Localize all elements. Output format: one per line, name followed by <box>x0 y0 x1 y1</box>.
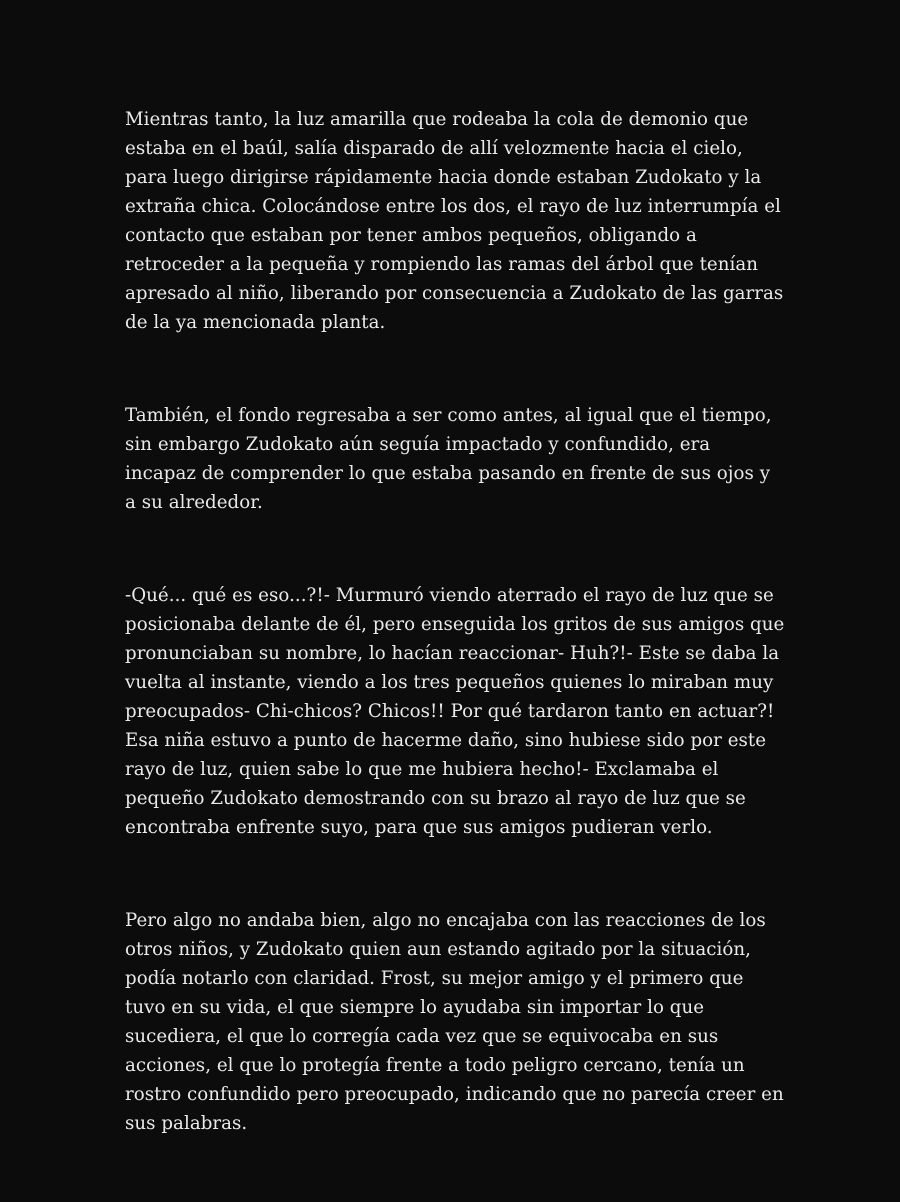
story-paragraph-1: Mientras tanto, la luz amarilla que rodeaba la cola de demonio que estaba en el baúl, salía disparado de allí velozmente hacia el cielo, para luego dirigirse rápidamente hacia donde estaban Zudokato y la extraña chica. Colocándose entre los dos, el rayo de luz interrumpía el contacto que estaban por tener ambos pequeños, obligando a retroceder a la pequeña y rompiendo las ramas del árbol que tenían apresado al niño, liberando por consecuencia a Zudokato de las garras de la ya mencionada planta. <box>125 109 784 333</box>
story-paragraph-4: Pero algo no andaba bien, algo no encajaba con las reacciones de los otros niños, y Zudokato quien aun estando agitado por la situación, podía notarlo con claridad. Frost, su mejor amigo y el primero que tuvo en su vida, el que siempre lo ayudaba sin importar lo que sucediera, el que lo corregía cada vez que se equivocaba en sus acciones, el que lo protegía frente a todo peligro cercano, tenía un rostro confundido pero preocupado, indicando que no parecía creer en sus palabras. <box>125 910 784 1134</box>
story-paragraph-3: -Qué... qué es eso...?!- Murmuró viendo aterrado el rayo de luz que se posicionaba delante de él, pero enseguida los gritos de sus amigos que pronunciaban su nombre, lo hacían reaccionar- Huh?!- Este se daba la vuelta al instante, viendo a los tres pequeños quienes lo miraban muy preocupados- Chi-chicos? Chicos!! Por qué tardaron tanto en actuar?! Esa niña estuvo a punto de hacerme daño, sino hubiese sido por este rayo de luz, quien sabe lo que me hubiera hecho!- Exclamaba el pequeño Zudokato demostrando con su brazo al rayo de luz que se encontraba enfrente suyo, para que sus amigos pudieran verlo. <box>125 585 785 838</box>
reader-page <box>125 105 785 1202</box>
story-paragraph-2: También, el fondo regresaba a ser como antes, al igual que el tiempo, sin embargo Zudokato aún seguía impactado y confundido, era incapaz de comprender lo que estaba pasando en frente de sus ojos y a su alrededor. <box>125 405 772 513</box>
